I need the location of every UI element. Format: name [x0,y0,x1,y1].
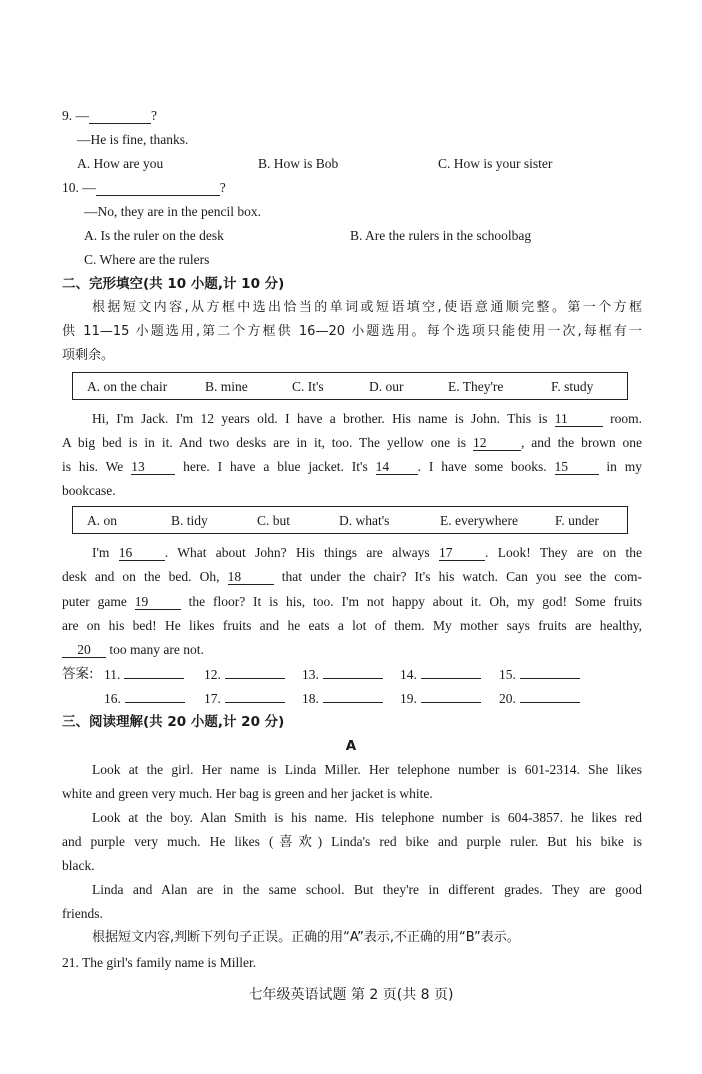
page-footer: 七年级英语试题 第 2 页(共 8 页) [248,987,454,1003]
box1-option-a: A. on the chair [87,379,168,394]
answer-num: 12. [204,667,221,682]
text: . Look! They are on the [485,545,643,560]
q9-option-a: A. How are you [77,156,164,171]
section3-heading: 三、阅读理解(共 20 小题,计 20 分) [62,714,285,730]
box2-option-c: C. but [257,513,291,528]
box1-option-b: B. mine [205,379,248,394]
text: Hi, I'm Jack. I'm 12 years old. I have a brother. His name is John. This is [92,411,548,426]
passage2-line-3 [62,594,642,610]
passage1-line-4: bookcase. [62,483,116,498]
text: I'm [92,545,110,560]
reading-p2-line-1: Look at the boy. Alan Smith is his name. His telephone number is 604-3857. he likes red [92,810,642,825]
section2-instruction-3: 项剩余。 [62,348,115,363]
text: is his. We [62,459,124,474]
answer-line[interactable] [225,690,285,703]
blank-17[interactable]: 17 [439,546,485,561]
answer-19[interactable] [400,690,481,707]
answer-num: 20. [499,691,516,706]
chinese-gloss: 喜欢 [273,834,318,850]
text: here. I have a blue jacket. It's [183,459,368,474]
text: that under the chair? It's his watch. Can you see the com- [281,569,643,584]
q10-prompt [62,180,226,196]
answer-17[interactable] [204,690,285,707]
blank-16[interactable]: 16 [119,546,165,561]
text: A big bed is in it. And two desks are in it, too. The yellow one is [62,435,467,450]
passage2-line-1 [92,545,642,561]
passage2-line-5 [62,642,204,658]
answer-16[interactable] [104,690,185,707]
answer-label: 答案: [62,666,94,682]
blank-14[interactable]: 14 [376,460,418,475]
word-box-2 [72,506,628,534]
section2-heading: 二、完形填空(共 10 小题,计 10 分) [62,276,285,292]
text: . I have some books. [417,459,547,474]
answer-num: 11. [104,667,121,682]
word-box-1 [72,372,628,400]
passage1-line-1 [92,411,642,427]
passage-label: A [345,738,357,754]
text: too many are not. [109,642,204,657]
blank-15[interactable]: 15 [555,460,599,475]
box2-option-b: B. tidy [171,513,208,528]
reading-p3-line-2: friends. [62,906,103,921]
q9-option-b: B. How is Bob [258,156,339,171]
reading-p1-line-2: white and green very much. Her bag is green and her jacket is white. [62,786,433,801]
blank-11[interactable]: 11 [555,412,603,427]
blank-18[interactable]: 18 [228,570,274,585]
text: ) Linda's red bike and purple ruler. But his bike is [317,834,642,849]
text: the floor? It is his, too. I'm not happy about it. Oh, my god! Some fruits [188,594,643,609]
box1-option-d: D. our [369,379,404,394]
section2-instruction-1: 根据短文内容,从方框中选出恰当的单词或短语填空,使语意通顺完整。第一个方框 [92,300,642,315]
box2-option-d: D. what's [339,513,390,528]
q10-option-a: A. Is the ruler on the desk [84,228,224,243]
reading-p2-line-2 [62,834,642,850]
answer-line[interactable] [124,666,184,679]
answer-line[interactable] [421,690,481,703]
box2-option-a: A. on [87,513,117,528]
answer-num: 14. [400,667,417,682]
q9-prefix: 9. — [62,108,89,123]
box1-option-f: F. study [551,379,594,394]
text: . What about John? His things are always [164,545,430,560]
answer-13[interactable] [302,666,383,683]
answer-num: 17. [204,691,221,706]
answer-line[interactable] [225,666,285,679]
q9-suffix: ? [151,108,157,123]
text: in my [606,459,643,474]
q10-option-c: C. Where are the rulers [84,252,210,267]
box2-option-f: F. under [555,513,599,528]
answer-18[interactable] [302,690,383,707]
box2-option-e: E. everywhere [440,513,518,528]
answer-num: 15. [499,667,516,682]
text: and purple very much. He likes ( [62,834,274,849]
box1-option-e: E. They're [448,379,504,394]
passage1-line-3 [62,459,642,475]
blank-12[interactable]: 12 [473,436,521,451]
reading-p2-line-3: black. [62,858,95,873]
reading-p1-line-1: Look at the girl. Her name is Linda Miller. Her telephone number is 601-2314. She likes [92,762,642,777]
answer-line[interactable] [323,666,383,679]
passage2-line-4: are on his bed! He likes fruits and he eats a lot of them. My mother says fruits are healthy, [62,618,642,633]
passage2-line-2 [62,569,642,585]
text: room. [610,411,643,426]
answer-15[interactable] [499,666,580,683]
answer-num: 19. [400,691,417,706]
q9-prompt [62,108,157,124]
blank-19[interactable]: 19 [135,595,181,610]
answer-line[interactable] [323,690,383,703]
q10-blank[interactable] [96,181,220,196]
answer-12[interactable] [204,666,285,683]
q10-prefix: 10. — [62,180,96,195]
answer-line[interactable] [520,690,580,703]
answer-line[interactable] [421,666,481,679]
passage1-line-2 [62,435,642,451]
reading-p3-line-1: Linda and Alan are in the same school. But they're in different grades. They are good [92,882,642,897]
text: , and the brown one [520,435,642,450]
answer-num: 18. [302,691,319,706]
answer-num: 13. [302,667,319,682]
q10-option-b: B. Are the rulers in the schoolbag [350,228,532,243]
text: desk and on the bed. Oh, [62,569,220,584]
q10-suffix: ? [219,180,226,195]
answer-num: 16. [104,691,121,706]
answer-20[interactable] [499,690,580,707]
reading-instruction: 根据短文内容,判断下列句子正误。正确的用“A”表示,不正确的用“B”表示。 [92,930,520,945]
answer-line[interactable] [520,666,580,679]
q10-response: —No, they are in the pencil box. [84,204,261,219]
q9-option-c: C. How is your sister [438,156,553,171]
answer-11[interactable] [104,666,184,683]
answer-14[interactable] [400,666,481,683]
q9-blank[interactable] [89,109,151,124]
answer-line[interactable] [125,690,185,703]
question-21: 21. The girl's family name is Miller. [62,955,257,970]
text: puter game [62,594,127,609]
q9-response: —He is fine, thanks. [77,132,189,147]
blank-20[interactable]: 20 [62,643,106,658]
blank-13[interactable]: 13 [131,460,175,475]
section2-instruction-2: 供 11—15 小题选用,第二个方框供 16—20 小题选用。每个选项只能使用一次,每框有一 [62,324,642,339]
box1-option-c: C. It's [292,379,324,394]
